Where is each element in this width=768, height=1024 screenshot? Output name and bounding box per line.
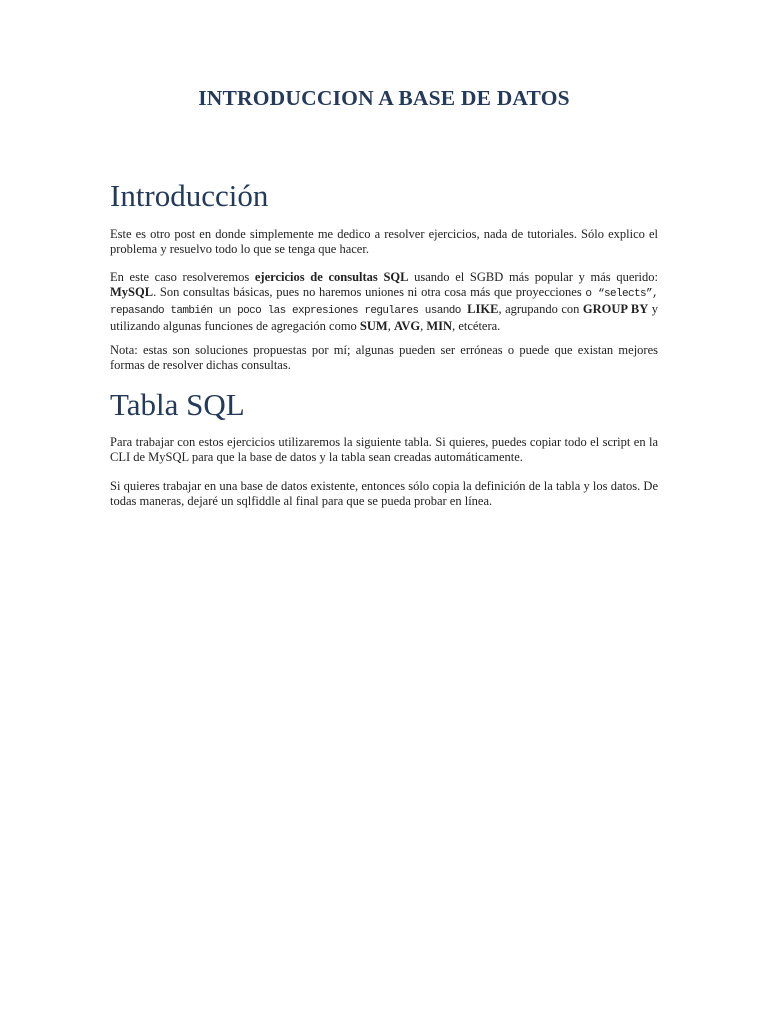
p2-text-6: ,	[387, 319, 394, 333]
heading-introduccion: Introducción	[110, 178, 269, 213]
p2-bold-min: MIN	[426, 319, 453, 333]
intro-paragraph-2	[110, 270, 658, 334]
p2-text-1: En este caso resolveremos	[110, 270, 255, 284]
p2-bold-ejercicios: ejercicios de consultas SQL	[254, 270, 409, 284]
p2-bold-mysql: MySQL	[110, 285, 154, 299]
heading-tabla-sql: Tabla SQL	[110, 387, 245, 422]
tabla-paragraph-2: Si quieres trabajar en una base de datos existente, entonces sólo copia la definición de la tabla y los datos. De todas maneras, dejaré un sqlfiddle al final para que se pueda probar en línea.	[110, 479, 658, 508]
p2-text-4: , agrupando con	[498, 302, 583, 316]
p2-text-5: y utilizando algunas funciones de agregación como	[110, 302, 658, 333]
tabla-paragraph-1: Para trabajar con estos ejercicios utilizaremos la siguiente tabla. Si quieres, puedes copiar todo el script en la CLI de MySQL para que la base de datos y la tabla sean creadas automáticamente.	[110, 435, 658, 464]
p2-mono-text: o “selects”, repasando también un poco las expresiones regulares usando	[110, 288, 658, 317]
p2-bold-group-by: GROUP BY	[582, 302, 649, 316]
p2-bold-sum: SUM	[359, 319, 388, 333]
intro-paragraph-1: Este es otro post en donde simplemente me dedico a resolver ejercicios, nada de tutoriales. Sólo explico el problema y resuelvo todo lo que se tenga que hacer.	[110, 227, 658, 256]
p2-bold-like: LIKE	[467, 302, 499, 316]
document-title: INTRODUCCION A BASE DE DATOS	[198, 86, 570, 110]
p2-text-2: usando el SGBD más popular y más querido:	[408, 270, 658, 284]
p2-text-3: . Son consultas básicas, pues no haremos uniones ni otra cosa más que proyecciones	[153, 285, 586, 299]
intro-paragraph-3: Nota: estas son soluciones propuestas por mí; algunas pueden ser erróneas o puede que existan mejores formas de resolver dichas consultas.	[110, 343, 658, 372]
p2-text-8: , etcétera.	[452, 319, 501, 333]
p2-text-7: ,	[420, 319, 427, 333]
p2-bold-avg: AVG	[393, 319, 421, 333]
